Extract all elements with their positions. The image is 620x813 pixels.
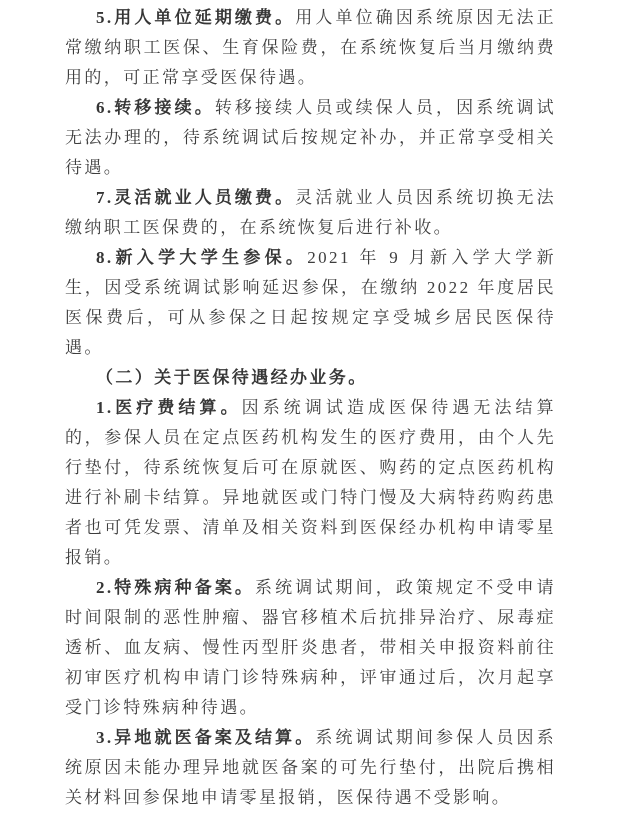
section-heading-label: （二）关于医保待遇经办业务。 [96,368,368,387]
paragraph-text: 2021 年 9 月新入学大学新生，因受系统调试影响延迟参保，在缴纳 2022 年度居民医保费后，可从参保之日起按规定享受城乡居民医保待遇。 [65,248,556,357]
paragraph-item-8-new-college-students-enrollment [65,243,556,363]
paragraph-text: 转移接续人员或续保人员，因系统调试无法办理的，待系统调试后按规定补办，并正常享受相关待遇。 [65,98,556,177]
paragraph-item-7-flexible-employment-payment [65,183,556,243]
paragraph-item-3-remote-medical-filing-settlement [65,723,556,813]
paragraph-label: 2.特殊病种备案。 [96,578,256,597]
paragraph-label: 7.灵活就业人员缴费。 [96,188,296,207]
paragraph-label: 6.转移接续。 [96,98,215,117]
paragraph-text: 用人单位确因系统原因无法正常缴纳职工医保、生育保险费，在系统恢复后当月缴纳费用的，可正常享受医保待遇。 [65,8,556,87]
paragraph-label: 5.用人单位延期缴费。 [96,8,296,27]
paragraph-label: 1.医疗费结算。 [96,398,242,417]
document-body [65,3,556,813]
paragraph-item-1-medical-fee-settlement [65,393,556,573]
paragraph-text: 系统调试期间参保人员因系统原因未能办理异地就医备案的可先行垫付，出院后携相关材料回参保地申请零星报销，医保待遇不受影响。 [65,728,556,807]
section-heading-benefit-handling-business [65,363,556,393]
paragraph-label: 8.新入学大学生参保。 [96,248,308,267]
paragraph-item-2-special-disease-filing [65,573,556,723]
paragraph-item-6-transfer-continuation [65,93,556,183]
paragraph-label: 3.异地就医备案及结算。 [96,728,316,747]
paragraph-text: 灵活就业人员因系统切换无法缴纳职工医保费的，在系统恢复后进行补收。 [65,188,556,237]
paragraph-item-5-employer-deferred-payment [65,3,556,93]
paragraph-text: 系统调试期间，政策规定不受申请时间限制的恶性肿瘤、器官移植术后抗排异治疗、尿毒症透析、血友病、慢性丙型肝炎患者，带相关申报资料前往初审医疗机构申请门诊特殊病种，评审通过后，次月起享受门诊特殊病种待遇。 [65,578,556,717]
paragraph-text: 因系统调试造成医保待遇无法结算的，参保人员在定点医药机构发生的医疗费用，由个人先行垫付，待系统恢复后可在原就医、购药的定点医药机构进行补刷卡结算。异地就医或门特门慢及大病特药购药患者也可凭发票、清单及相关资料到医保经办机构申请零星报销。 [65,398,557,567]
